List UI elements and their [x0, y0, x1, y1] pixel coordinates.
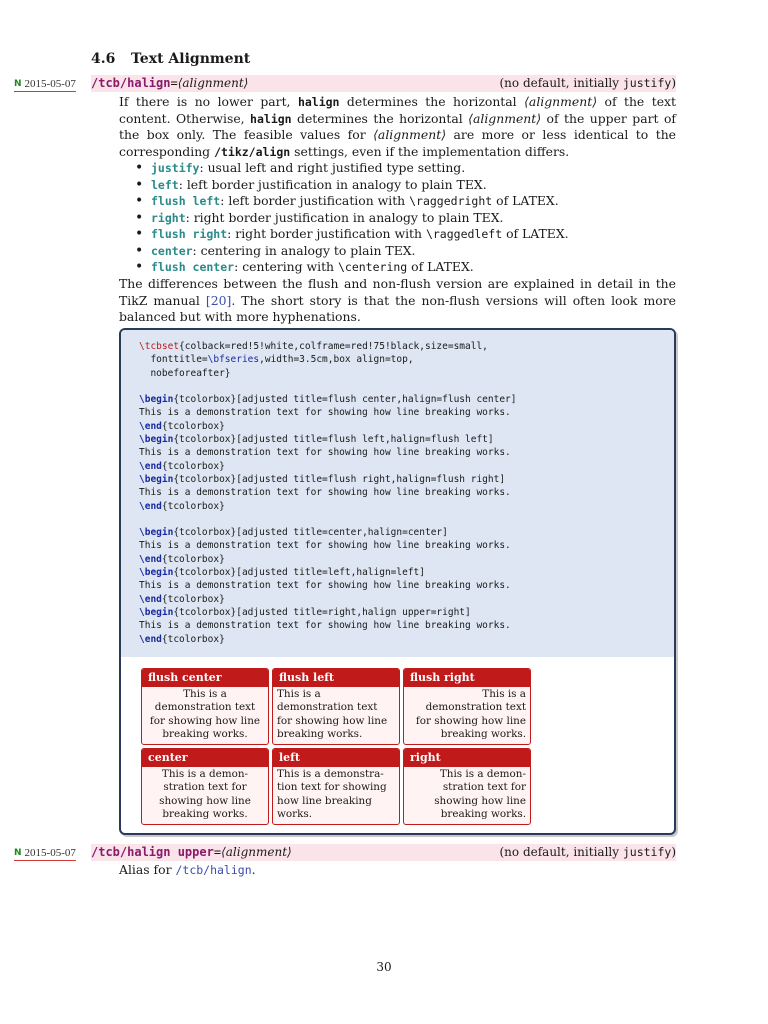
- option-key-argument: ⟨alignment⟩: [177, 76, 249, 90]
- code-command: \begin: [139, 567, 174, 579]
- para-code: /tikz/align: [214, 144, 291, 159]
- code-line: {tcolorbox}: [161, 593, 225, 605]
- value-keyword: left: [151, 177, 179, 192]
- value-description: : centering with: [234, 259, 338, 274]
- code-command: \end: [139, 500, 162, 512]
- code-command: \begin: [139, 473, 174, 485]
- defaults-value: justify: [622, 845, 672, 859]
- value-description: : left border justification with: [220, 193, 410, 208]
- code-area: [121, 330, 674, 657]
- demo-line: breaking works.: [277, 727, 363, 740]
- option-defaults: [500, 75, 677, 92]
- alias-text: Alias for: [119, 862, 176, 877]
- code-line: {tcolorbox}: [161, 500, 225, 512]
- demo-line: This is a demonstra-: [277, 768, 384, 780]
- new-badge: [14, 845, 76, 861]
- list-item: [119, 243, 676, 260]
- demo-box-left: [272, 748, 400, 825]
- demo-line: for showing how line: [149, 714, 261, 727]
- demo-line: This is a: [482, 688, 526, 700]
- new-badge-label: N: [14, 78, 22, 89]
- code-line: {tcolorbox}: [161, 460, 225, 472]
- para-text: settings, even if the implementation differs.: [290, 143, 570, 159]
- code-line: {tcolorbox}[adjusted title=flush center,halign=flush center]: [173, 394, 517, 406]
- para-code: halign: [297, 95, 340, 109]
- code-example-listing: [119, 328, 676, 835]
- demo-box-body: [142, 767, 268, 821]
- code-command: \begin: [139, 527, 174, 539]
- code-line: {colback=red!5!white,colframe=red!75!black,size=small,: [179, 341, 488, 352]
- demo-box-body: [142, 687, 268, 741]
- code-command: \end: [139, 633, 162, 645]
- para-argument: ⟨alignment⟩: [373, 127, 447, 142]
- value-description: : usual left and right justified type setting.: [199, 160, 466, 175]
- code-command: \end: [139, 553, 162, 565]
- alias-link[interactable]: /tcb/halign: [175, 863, 252, 877]
- code-line: fonttitle=: [139, 354, 208, 366]
- value-description: : right border justification in analogy to plain TEX.: [185, 209, 504, 225]
- option-key-eq: =: [213, 845, 222, 859]
- code-command: \begin: [139, 394, 174, 406]
- value-tail: of LATEX.: [492, 193, 559, 208]
- citation-link[interactable]: [20]: [205, 292, 232, 308]
- option-key-name: /tcb/halign upper: [91, 845, 214, 859]
- option-key: [91, 844, 292, 861]
- code-line: {tcolorbox}[adjusted title=right,halign upper=right]: [173, 606, 471, 618]
- para-argument: ⟨alignment⟩: [524, 94, 598, 109]
- value-description: : right border justification with: [227, 226, 426, 241]
- code-line: This is a demonstration text for showing how line breaking works.: [139, 487, 511, 499]
- code-block: [139, 340, 517, 646]
- new-badge-date: 2015-05-07: [24, 77, 76, 90]
- demo-line: how line breaking: [277, 794, 372, 807]
- value-keyword: center: [151, 243, 193, 258]
- value-code: \raggedleft: [425, 227, 503, 241]
- section-number: 4.6: [91, 51, 116, 67]
- option-defaults: [500, 844, 677, 861]
- defaults-prefix: (no default, initially: [499, 845, 623, 859]
- para-text: determines the horizontal: [339, 94, 525, 109]
- demo-box-flush-center: [141, 668, 269, 745]
- code-line: {tcolorbox}: [161, 420, 225, 432]
- value-keyword: right: [151, 210, 186, 225]
- value-keyword: flush left: [151, 194, 221, 208]
- explanation-paragraph: [119, 276, 676, 326]
- alignment-values-list: [119, 160, 676, 276]
- demo-line: demonstration text: [277, 701, 378, 714]
- code-line: {tcolorbox}[adjusted title=center,halign=center]: [173, 527, 448, 539]
- para-code: halign: [250, 111, 292, 126]
- option-key-eq: =: [170, 76, 178, 90]
- code-command: \tcbset: [139, 341, 180, 352]
- demo-box-title: right: [404, 749, 530, 767]
- demo-line: demonstration text: [425, 701, 526, 714]
- list-item: [119, 193, 676, 210]
- demo-line: breaking works.: [162, 727, 248, 740]
- code-command: \end: [139, 593, 162, 605]
- value-keyword: justify: [151, 161, 200, 175]
- para-argument: ⟨alignment⟩: [468, 110, 542, 126]
- alias-end: .: [251, 862, 256, 877]
- value-tail: of LATEX.: [502, 226, 569, 241]
- demo-line: stration text for: [163, 781, 247, 794]
- code-command: \begin: [139, 434, 174, 446]
- code-line: ,width=3.5cm,box align=top,: [259, 354, 414, 366]
- defaults-suffix: ): [671, 76, 676, 90]
- value-description: : left border justification in analogy to plain TEX.: [178, 176, 487, 192]
- code-line: {tcolorbox}[adjusted title=left,halign=left]: [173, 567, 425, 579]
- para-text: of the text content. Otherwise,: [119, 94, 676, 126]
- demo-box-title: flush left: [273, 669, 399, 687]
- description-paragraph: [119, 94, 676, 160]
- para-text: . The short story is that the non-flush versions will often look more balanced but with more hyphenations.: [119, 292, 676, 324]
- demo-line: This is a demon-: [161, 768, 249, 780]
- demo-line: showing how line: [159, 794, 251, 807]
- value-code: \centering: [337, 260, 408, 274]
- demo-line: for showing how line: [415, 714, 526, 727]
- code-line: This is a demonstration text for showing how line breaking works.: [139, 447, 511, 459]
- demo-box-title: left: [273, 749, 399, 767]
- demo-box-center: [141, 748, 269, 825]
- code-line: This is a demonstration text for showing how line breaking works.: [139, 580, 511, 592]
- option-entry-halign: [91, 75, 676, 92]
- demo-box-flush-left: [272, 668, 400, 745]
- code-line: This is a demonstration text for showing how line breaking works.: [139, 407, 511, 419]
- demo-line: breaking works.: [162, 807, 248, 820]
- code-line: {tcolorbox}: [161, 553, 225, 565]
- demo-line: demonstration text: [154, 701, 256, 714]
- para-text: of the upper part of the box only. The feasible values for: [119, 110, 676, 142]
- code-command: \bfseries: [207, 354, 260, 366]
- value-code: \raggedright: [409, 194, 493, 208]
- value-keyword: flush right: [151, 227, 228, 241]
- para-text: are more or less identical to the corresponding: [119, 127, 677, 159]
- para-text: determines the horizontal: [291, 110, 469, 126]
- code-command: \end: [139, 420, 162, 432]
- code-command: \end: [139, 460, 162, 472]
- list-item: [119, 259, 676, 276]
- demo-line: breaking works.: [440, 727, 526, 740]
- demo-line: works.: [277, 807, 313, 820]
- demo-box-body: [404, 687, 530, 741]
- code-command: \begin: [139, 606, 174, 618]
- defaults-suffix: ): [671, 845, 676, 859]
- demo-box-title: flush right: [404, 669, 530, 687]
- demo-line: This is a demon-: [439, 768, 526, 780]
- defaults-prefix: (no default, initially: [499, 76, 623, 90]
- demo-box-title: flush center: [142, 669, 268, 687]
- para-text: If there is no lower part,: [119, 94, 298, 109]
- code-line: This is a demonstration text for showing how line breaking works.: [139, 620, 511, 632]
- option-key: [91, 75, 248, 92]
- demo-box-title: center: [142, 749, 268, 767]
- code-line: {tcolorbox}: [161, 633, 225, 645]
- demo-line: for showing how line: [277, 714, 388, 727]
- list-item: [119, 210, 676, 227]
- page-number: 30: [376, 960, 392, 974]
- new-badge: [14, 76, 76, 92]
- value-description: : centering in analogy to plain TEX.: [192, 242, 416, 258]
- demo-line: This is a: [183, 688, 227, 700]
- demo-box-body: [404, 767, 530, 821]
- defaults-value: justify: [622, 76, 672, 90]
- demo-box-flush-right: [403, 668, 531, 745]
- alias-line: [119, 862, 256, 877]
- option-entry-halign-upper: [91, 844, 676, 861]
- value-tail: of LATEX.: [407, 259, 474, 274]
- demo-line: stration text for: [442, 781, 526, 794]
- demo-box-right: [403, 748, 531, 825]
- para-text: The differences between the flush and non-flush version are explained in detail in the TikZ manual: [119, 276, 676, 308]
- code-line: {tcolorbox}[adjusted title=flush left,halign=flush left]: [173, 434, 494, 446]
- demo-line: showing how line: [434, 794, 526, 807]
- demo-line: tion text for showing: [277, 781, 387, 794]
- demo-box-body: [273, 687, 399, 741]
- list-item: [119, 160, 676, 177]
- code-line: This is a demonstration text for showing how line breaking works.: [139, 540, 511, 552]
- code-line: nobeforeafter}: [139, 367, 231, 379]
- option-key-argument: ⟨alignment⟩: [221, 845, 292, 859]
- demo-box-body: [273, 767, 399, 821]
- demo-line: breaking works.: [440, 807, 526, 820]
- option-key-name: /tcb/halign: [91, 76, 171, 90]
- demo-line: This is a: [277, 688, 321, 700]
- new-badge-date: 2015-05-07: [24, 846, 76, 859]
- code-line: {tcolorbox}[adjusted title=flush right,halign=flush right]: [173, 473, 506, 485]
- section-title: Text Alignment: [131, 51, 251, 67]
- list-item: [119, 177, 676, 194]
- new-badge-label: N: [14, 847, 22, 858]
- value-keyword: flush center: [151, 260, 235, 274]
- list-item: [119, 226, 676, 243]
